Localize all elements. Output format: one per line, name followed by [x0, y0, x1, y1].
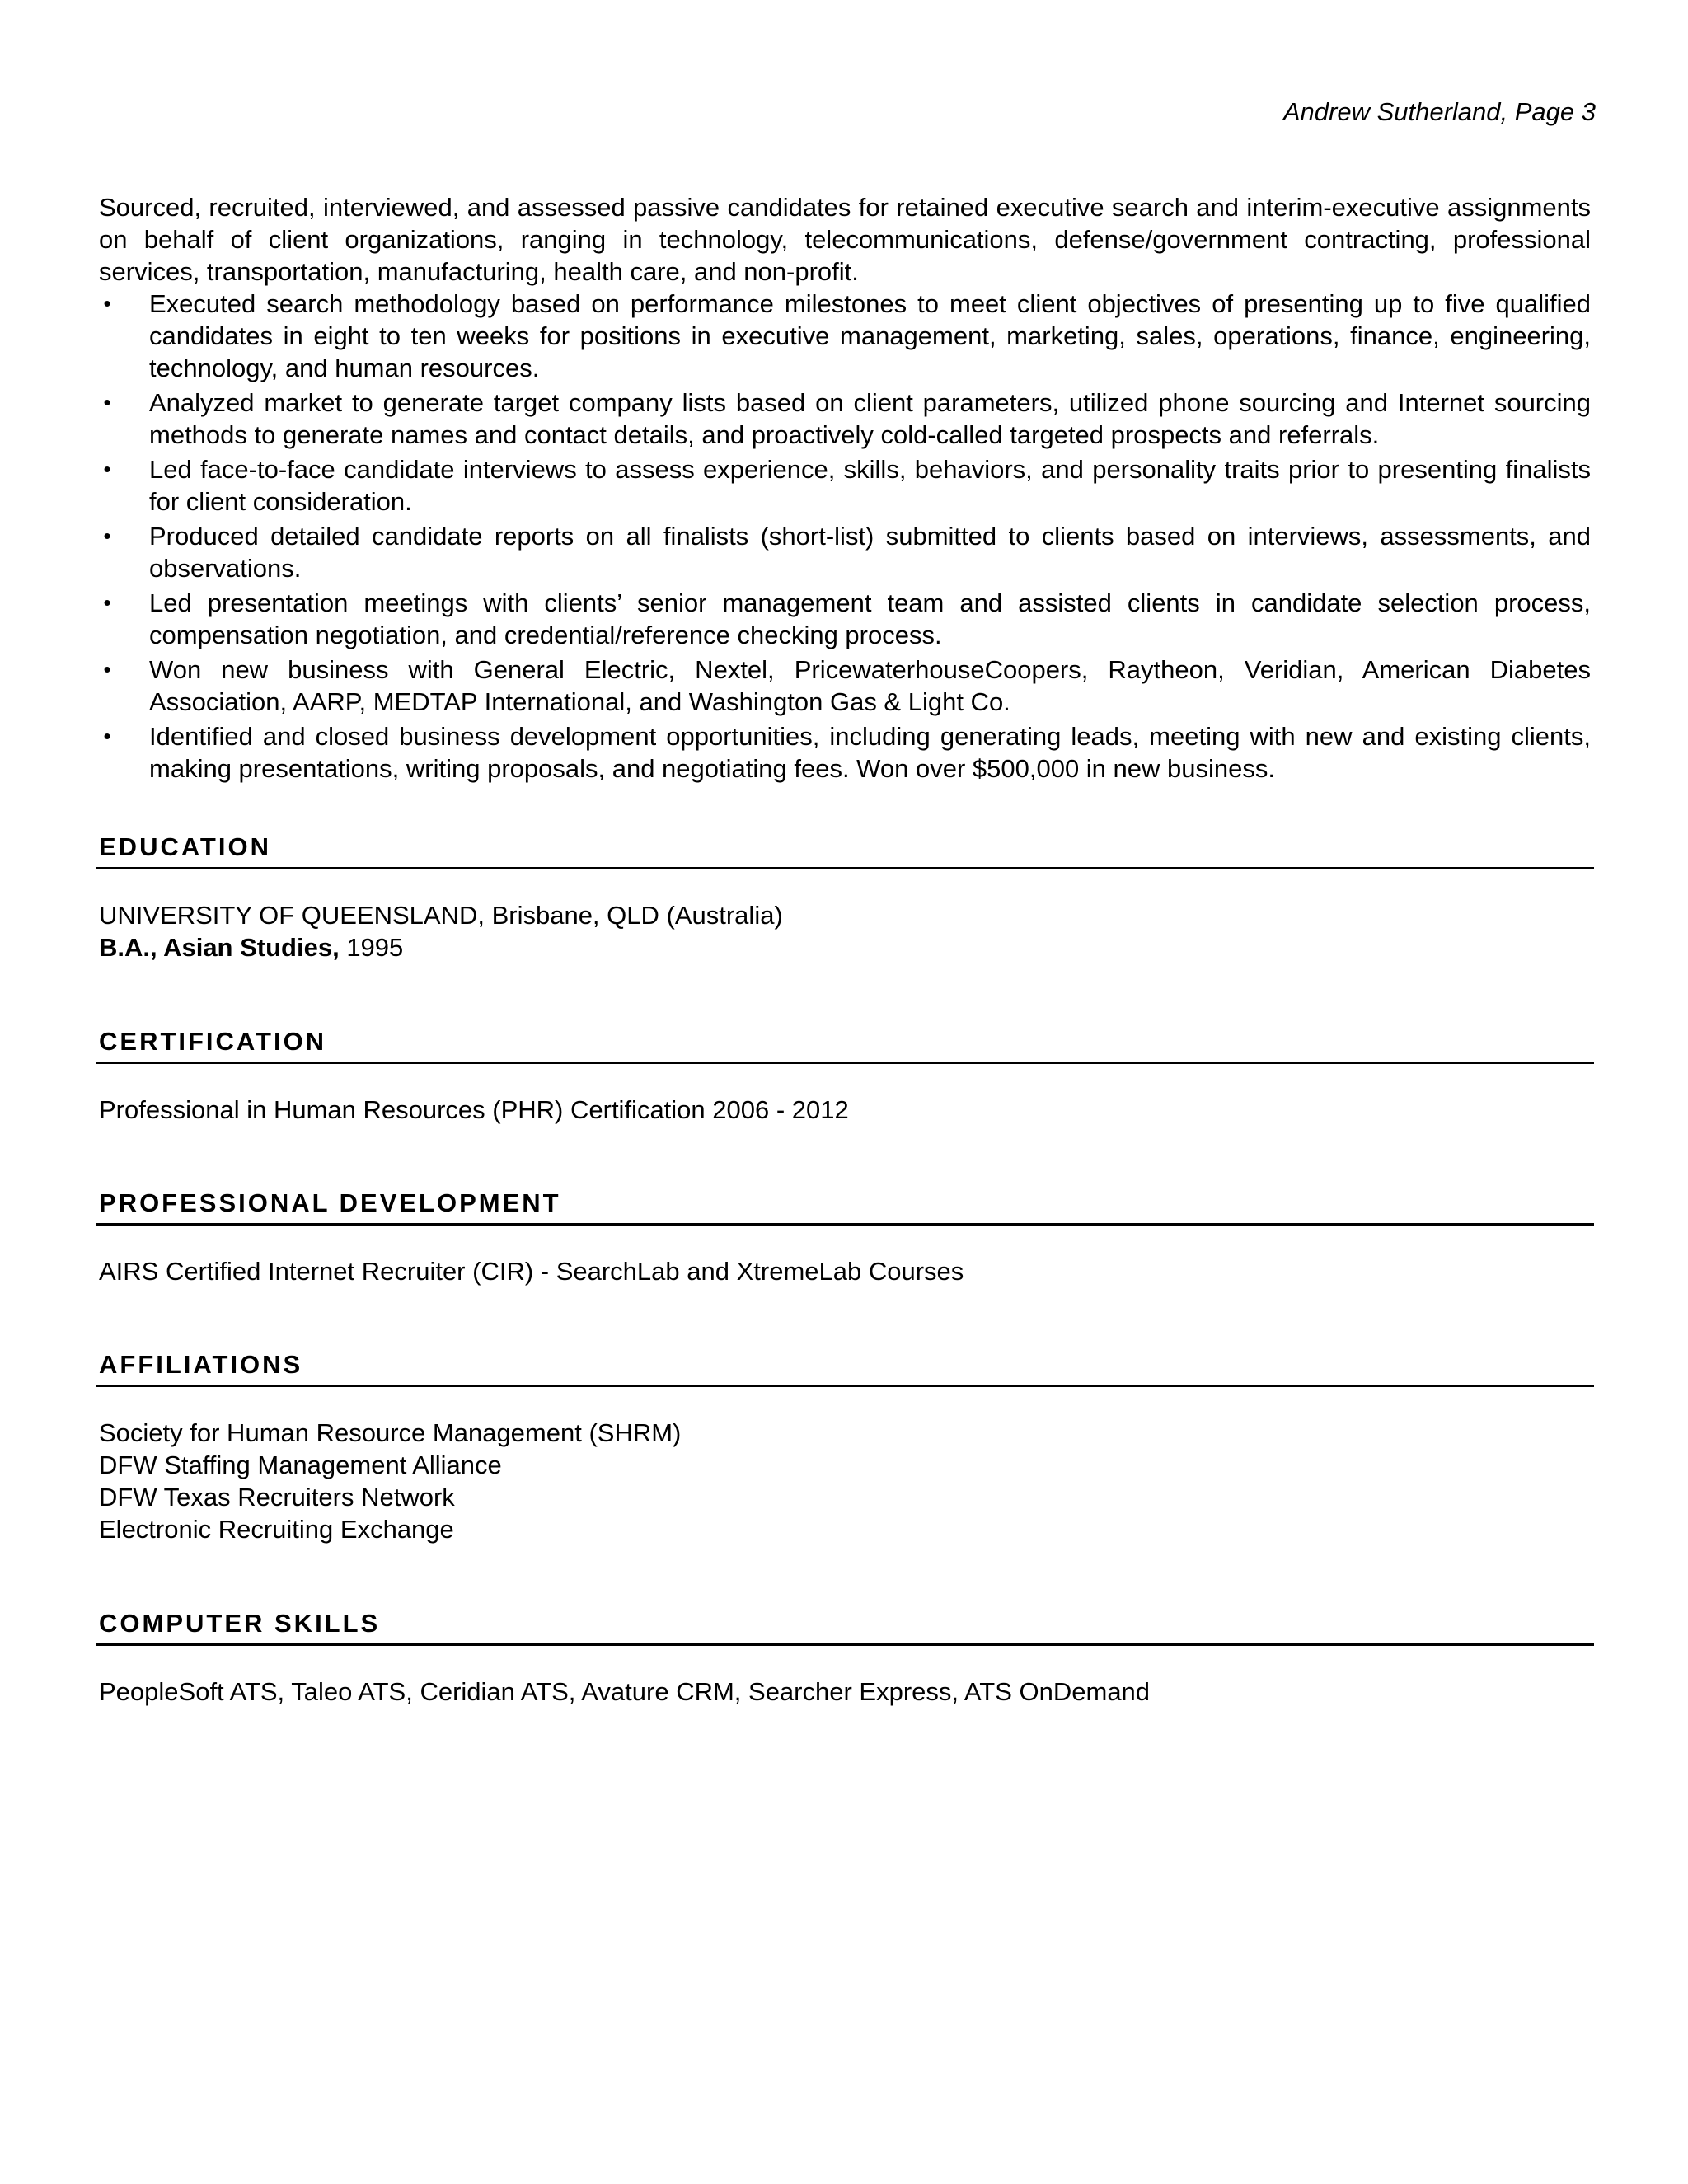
education-degree: B.A., Asian Studies, [99, 933, 340, 962]
bullet-icon: • [103, 724, 111, 748]
list-item: DFW Staffing Management Alliance [99, 1451, 502, 1479]
experience-bullets [99, 288, 1591, 785]
section-heading-education: EDUCATION [96, 832, 1594, 869]
experience-section [99, 191, 1591, 787]
bullet-text: Identified and closed business development opportunities, including generating leads, meeting with new and existing clients, making presentations, writing proposals, and negotiating fees. Won over $500,000 in new business. [149, 722, 1591, 783]
computer-skills-body [96, 1675, 1594, 1708]
bullet-icon: • [103, 657, 111, 682]
experience-intro: Sourced, recruited, interviewed, and assessed passive candidates for retained executive search and interim-executive assignments on behalf of client organizations, ranging in technology, telecommunications, defense/government contracting, professional services, transportation, manufacturing, health care, and non-profit. [99, 193, 1591, 286]
education-school: UNIVERSITY OF QUEENSLAND, Brisbane, QLD (Australia) [99, 901, 783, 930]
computer-skills-item: PeopleSoft ATS, Taleo ATS, Ceridian ATS, Avature CRM, Searcher Express, ATS OnDemand [99, 1677, 1151, 1706]
education-degree-line [99, 931, 1594, 963]
list-item [99, 654, 1591, 718]
education-section [96, 832, 1594, 963]
list-item [99, 520, 1591, 584]
certification-item: Professional in Human Resources (PHR) Certification 2006 - 2012 [99, 1095, 849, 1124]
list-item: Society for Human Resource Management (SHRM) [99, 1418, 682, 1447]
bullet-icon: • [103, 291, 111, 316]
bullet-icon: • [103, 590, 111, 615]
bullet-icon: • [103, 390, 111, 415]
bullet-text: Analyzed market to generate target company lists based on client parameters, utilized phone sourcing and Internet sourcing methods to generate names and contact details, and proactively cold-called targeted prospects and referrals. [149, 388, 1591, 449]
list-item [99, 587, 1591, 651]
bullet-text: Won new business with General Electric, Nextel, PricewaterhouseCoopers, Raytheon, Veridian, American Diabetes Association, AARP, MEDTAP International, and Washington Gas & Light Co. [149, 655, 1591, 716]
bullet-text: Led face-to-face candidate interviews to assess experience, skills, behaviors, and personality traits prior to presenting finalists for client consideration. [149, 455, 1591, 516]
section-heading-professional-development: PROFESSIONAL DEVELOPMENT [96, 1188, 1594, 1226]
bullet-text: Executed search methodology based on performance milestones to meet client objectives of presenting up to five qualified candidates in eight to ten weeks for positions in executive management, marketing, sales, operations, finance, engineering, technology, and human resources. [149, 289, 1591, 382]
list-item [99, 720, 1591, 785]
list-item [99, 453, 1591, 518]
affiliations-section [96, 1350, 1594, 1545]
professional-development-section [96, 1188, 1594, 1287]
section-heading-affiliations: AFFILIATIONS [96, 1350, 1594, 1387]
professional-development-body [96, 1255, 1594, 1287]
list-item: DFW Texas Recruiters Network [99, 1483, 455, 1511]
certification-body [96, 1094, 1594, 1126]
education-body [96, 899, 1594, 963]
certification-section [96, 1027, 1594, 1126]
computer-skills-section [96, 1609, 1594, 1708]
section-heading-certification: CERTIFICATION [96, 1027, 1594, 1064]
bullet-icon: • [103, 523, 111, 548]
page-header-label: Andrew Sutherland, Page 3 [1282, 97, 1596, 126]
section-heading-computer-skills: COMPUTER SKILLS [96, 1609, 1594, 1646]
professional-development-item: AIRS Certified Internet Recruiter (CIR) - SearchLab and XtremeLab Courses [99, 1257, 964, 1286]
list-item: Electronic Recruiting Exchange [99, 1515, 454, 1544]
education-year: 1995 [346, 933, 404, 962]
list-item [99, 288, 1591, 384]
bullet-text: Produced detailed candidate reports on all finalists (short-list) submitted to clients based on interviews, assessments, and observations. [149, 522, 1591, 583]
list-item [99, 387, 1591, 451]
bullet-text: Led presentation meetings with clients’ senior management team and assisted clients in candidate selection process, compensation negotiation, and credential/reference checking process. [149, 588, 1591, 649]
bullet-icon: • [103, 457, 111, 481]
affiliations-body [96, 1417, 1594, 1545]
